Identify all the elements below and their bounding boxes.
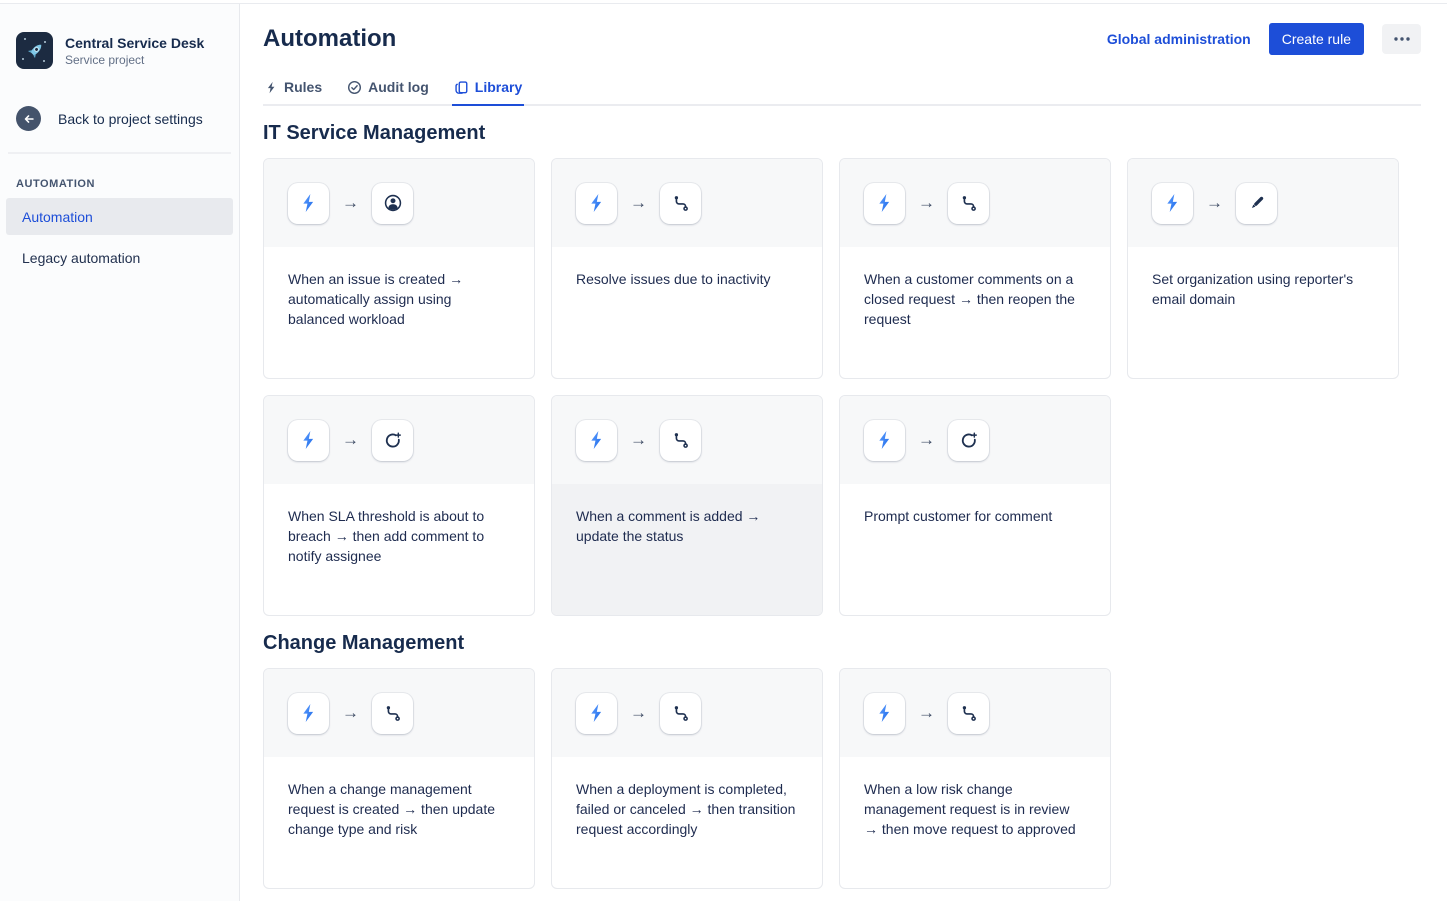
project-type: Service project xyxy=(65,52,145,67)
arrow-right-icon: → xyxy=(918,430,935,449)
arrow-right-icon: → xyxy=(630,703,647,722)
section-title: IT Service Management xyxy=(263,122,486,144)
card-head xyxy=(264,669,534,757)
user-icon xyxy=(372,183,413,224)
tab-audit-log[interactable] xyxy=(345,79,431,106)
card-head xyxy=(840,159,1110,247)
sidebar-section-label: AUTOMATION xyxy=(16,178,96,190)
automation-bolt-icon xyxy=(576,420,617,461)
workflow-icon xyxy=(948,183,989,224)
card-body xyxy=(552,247,822,379)
page-header xyxy=(263,23,1421,55)
card-description: When a change management request is created → then update change type and risk xyxy=(288,781,496,837)
sidebar xyxy=(0,4,240,901)
main-content xyxy=(240,4,1447,901)
automation-bolt-icon xyxy=(288,420,329,461)
card-head xyxy=(840,669,1110,757)
template-card[interactable] xyxy=(839,158,1111,379)
template-card[interactable] xyxy=(551,158,823,379)
card-body xyxy=(840,757,1110,889)
template-card[interactable] xyxy=(263,395,535,616)
card-head xyxy=(552,669,822,757)
arrow-right-icon: → xyxy=(630,193,647,212)
card-description: When a low risk change management request is in review → then move request to approved xyxy=(864,781,1076,837)
card-grid xyxy=(263,668,1421,889)
card-head xyxy=(840,396,1110,484)
sidebar-item-automation[interactable] xyxy=(6,198,233,235)
card-head xyxy=(264,159,534,247)
template-card[interactable] xyxy=(1127,158,1399,379)
arrow-right-icon: → xyxy=(918,193,935,212)
sidebar-item-legacy-automation[interactable] xyxy=(6,239,233,276)
more-button[interactable] xyxy=(1382,24,1421,54)
workflow-icon xyxy=(660,183,701,224)
card-head xyxy=(552,396,822,484)
card-body xyxy=(552,484,822,616)
more-icon xyxy=(1393,36,1411,42)
template-card[interactable] xyxy=(839,395,1111,616)
card-head xyxy=(552,159,822,247)
card-grid xyxy=(263,158,1421,616)
global-administration-link[interactable]: Global administration xyxy=(1106,31,1251,47)
card-description: Prompt customer for comment xyxy=(864,508,1053,524)
automation-bolt-icon xyxy=(288,183,329,224)
lightning-icon xyxy=(265,81,278,94)
automation-bolt-icon xyxy=(288,693,329,734)
card-description: When an issue is created → automatically assign using balanced workload xyxy=(288,271,464,327)
card-description: When SLA threshold is about to breach → then add comment to notify assignee xyxy=(288,508,485,564)
automation-bolt-icon xyxy=(864,420,905,461)
sidebar-nav xyxy=(0,198,239,276)
workflow-icon xyxy=(372,693,413,734)
card-description: Resolve issues due to inactivity xyxy=(576,271,771,287)
automation-bolt-icon xyxy=(864,693,905,734)
template-card[interactable] xyxy=(263,668,535,889)
project-avatar xyxy=(16,32,53,69)
project-name: Central Service Desk xyxy=(65,34,205,51)
back-to-project-settings[interactable] xyxy=(0,106,239,131)
card-description: When a comment is added → update the status xyxy=(576,508,761,544)
card-description: Set organization using reporter's email domain xyxy=(1152,271,1354,307)
tab-rules[interactable] xyxy=(263,79,324,106)
automation-bolt-icon xyxy=(864,183,905,224)
card-body xyxy=(840,247,1110,379)
card-head xyxy=(264,396,534,484)
tab-label: Rules xyxy=(284,79,323,95)
workflow-icon xyxy=(660,420,701,461)
card-description: When a customer comments on a closed request → then reopen the request xyxy=(864,271,1075,327)
arrow-right-icon: → xyxy=(342,703,359,722)
project-header xyxy=(0,32,239,69)
card-description: When a deployment is completed, failed or canceled → then transition request accordingly xyxy=(576,781,796,837)
sidebar-divider xyxy=(8,152,231,154)
header-actions xyxy=(1107,23,1421,55)
arrow-right-icon: → xyxy=(342,193,359,212)
section-title: Change Management xyxy=(263,632,465,654)
comment-add-icon xyxy=(948,420,989,461)
check-circle-icon xyxy=(347,80,362,95)
arrow-right-icon: → xyxy=(630,430,647,449)
sidebar-item-label: Automation xyxy=(22,208,93,225)
card-body xyxy=(264,247,534,379)
arrow-right-icon: → xyxy=(918,703,935,722)
automation-bolt-icon xyxy=(576,693,617,734)
arrow-right-icon: → xyxy=(1206,193,1223,212)
create-rule-button[interactable]: Create rule xyxy=(1269,23,1364,55)
arrow-right-icon: → xyxy=(342,430,359,449)
template-card[interactable] xyxy=(263,158,535,379)
back-label: Back to project settings xyxy=(58,110,203,127)
page-title: Automation xyxy=(263,25,397,52)
tab-label: Audit log xyxy=(368,79,429,95)
card-head xyxy=(1128,159,1398,247)
card-body xyxy=(264,757,534,889)
template-card[interactable] xyxy=(839,668,1111,889)
pages-icon xyxy=(454,80,469,95)
card-body xyxy=(840,484,1110,616)
project-meta xyxy=(65,34,204,68)
template-card[interactable] xyxy=(551,395,823,616)
app-window xyxy=(0,3,1447,901)
tab-library[interactable] xyxy=(452,79,524,106)
back-arrow-icon xyxy=(16,106,41,131)
tab-label: Library xyxy=(474,79,523,95)
workflow-icon xyxy=(660,693,701,734)
template-card[interactable] xyxy=(551,668,823,889)
workflow-icon xyxy=(948,693,989,734)
card-body xyxy=(552,757,822,889)
card-body xyxy=(264,484,534,616)
automation-bolt-icon xyxy=(1152,183,1193,224)
comment-add-icon xyxy=(372,420,413,461)
pencil-icon xyxy=(1236,183,1277,224)
sidebar-item-label: Legacy automation xyxy=(22,249,141,266)
library-sections xyxy=(263,122,1421,889)
card-body xyxy=(1128,247,1398,379)
automation-bolt-icon xyxy=(576,183,617,224)
tab-bar xyxy=(263,79,1421,106)
rocket-icon xyxy=(23,39,47,63)
